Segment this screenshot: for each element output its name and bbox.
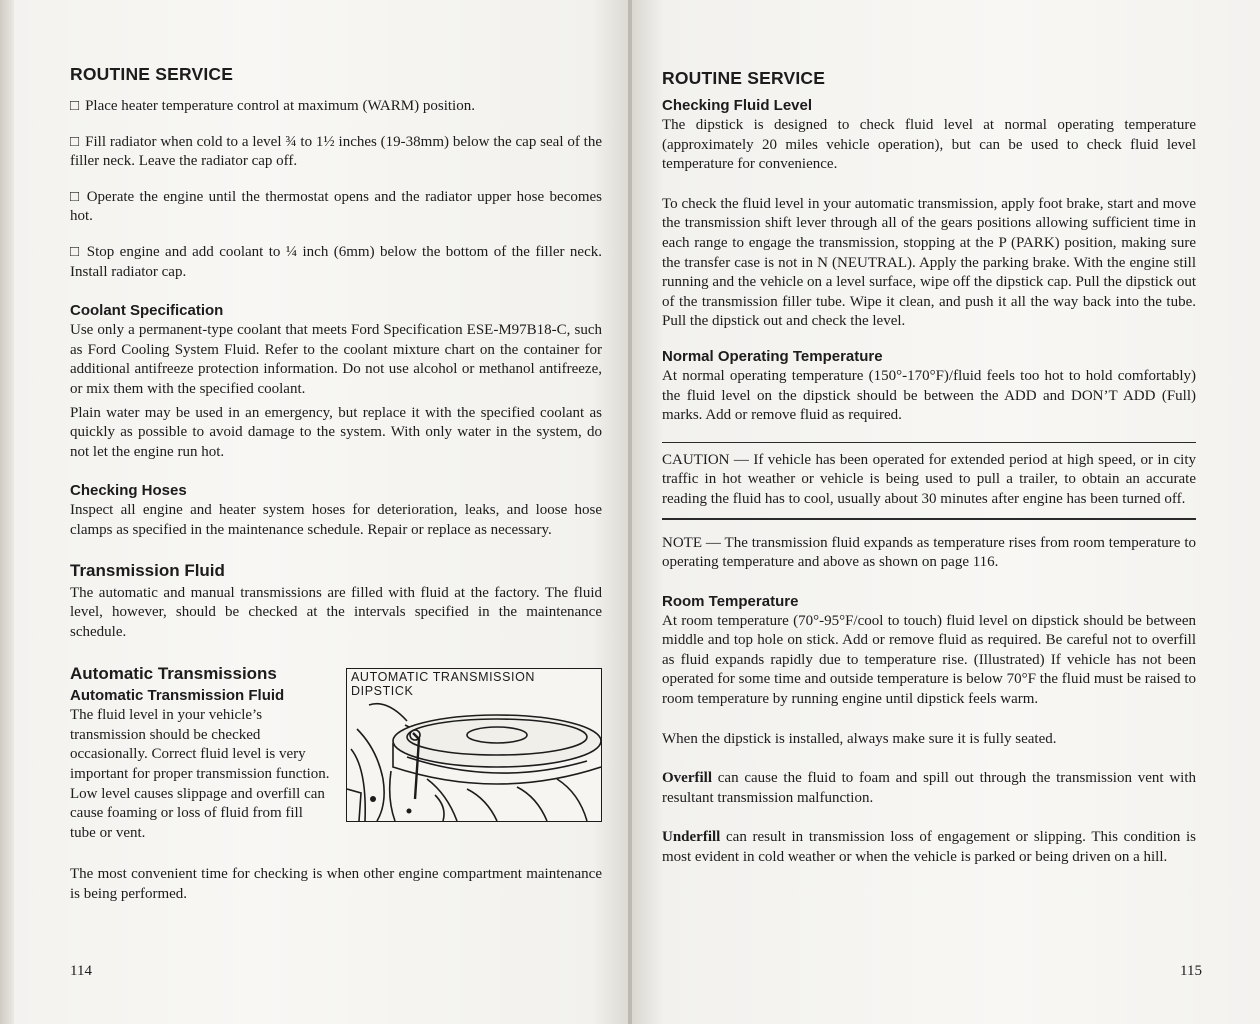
atf-text: The fluid level in your vehicle’s transmission should be checked occasionally. Correct fluid level is very important for proper transmission function. Low level causes slippage and overfill can cause foaming or loss of fluid from fill tube or vent. <box>70 707 330 841</box>
automatic-transmissions-heading: Automatic Transmissions <box>70 664 277 684</box>
checking-fluid-level-heading: Checking Fluid Level <box>662 97 813 114</box>
room-temp-heading: Room Temperature <box>662 592 799 610</box>
running-head: ROUTINE SERVICE <box>70 64 234 84</box>
right-page-content <box>662 68 1196 868</box>
normal-temp-text: At normal operating temperature (150°-170°F)/fluid feels too hot to hold comfortably) the fluid level on the dipstick should be between the ADD and DON’T ADD (Full) marks. Add or remove fluid as required. <box>662 367 1196 424</box>
room-temp-text: At room temperature (70°-95°F/cool to touch) fluid level on dipstick should be between middle and top hole on stick. Add or remove fluid as required. Be careful not to overfill as fluid expands rapidly due to temperature rise. (Illustrated) If vehicle has not been operated for some time and outside temperature is below 70°F the fluid must be raised to room temperature by running engine until dipstick feels warm. <box>662 612 1196 708</box>
coolant-spec-heading: Coolant Specification <box>70 302 224 320</box>
page-number: 114 <box>70 963 92 979</box>
atf-subheading: Automatic Transmission Fluid <box>70 687 285 705</box>
underfill-lead: Underfill <box>662 829 721 846</box>
figure-caption: AUTOMATIC TRANSMISSION DIPSTICK <box>351 670 536 699</box>
installed-text: When the dipstick is installed, always make sure it is fully seated. <box>662 730 1057 747</box>
step-heater-control: □ Place heater temperature control at maximum (WARM) position. <box>70 97 602 117</box>
auto-trans-section <box>70 664 602 843</box>
dipstick-illustration <box>346 668 602 822</box>
page-number: 115 <box>1180 963 1202 979</box>
transmission-fluid-heading: Transmission Fluid <box>70 560 225 580</box>
running-head: ROUTINE SERVICE <box>662 68 826 88</box>
caution-bottom-rule <box>662 518 1196 520</box>
overfill-lead: Overfill <box>662 770 712 787</box>
right-page <box>632 0 1260 1024</box>
normal-temp-heading: Normal Operating Temperature <box>662 347 883 365</box>
check-procedure-text: To check the fluid level in your automatic transmission, apply foot brake, start and move the transmission shift lever through all of the gears positions allowing sufficient time in each range to engage the transmission, stopping at the P (PARK) position, making sure the transfer case is not in N (NEUTRAL). Apply the parking brake. With the engine still running and the vehicle on a level surface, wipe off the dipstick cap. Pull the dipstick out of the transmission filler tube. Wipe it clean, and push it all the way back into the tube. Pull the dipstick out and check the level. <box>662 195 1196 330</box>
caution-top-rule <box>662 442 1196 443</box>
checking-fluid-level-text: The dipstick is designed to check fluid level at normal operating temperature (approximately 20 miles vehicle operation), but can be used to check fluid level temperature for convenience. <box>662 117 1196 173</box>
closing-text: The most convenient time for checking is when other engine compartment maintenance is being performed. <box>70 866 602 903</box>
underfill-body: can result in transmission loss of engagement or slipping. This condition is most evident in cold weather or when the vehicle is parked or being driven on a hill. <box>662 829 1196 866</box>
overfill-text <box>662 769 1196 808</box>
left-page-content <box>70 64 602 905</box>
coolant-water-text: Plain water may be used in an emergency, but replace it with the specified coolant as quickly as possible to avoid damage to the system. With only water in the system, do not let the engine run hot. <box>70 404 602 460</box>
note-text: NOTE — The transmission fluid expands as temperature rises from room temperature to operating temperature and above as shown on page 116. <box>662 534 1196 571</box>
transmission-fluid-text: The automatic and manual transmissions are filled with fluid at the factory. The fluid level, however, should be checked at the intervals specified in the maintenance schedule. <box>70 584 602 640</box>
step-fill-radiator: □ Fill radiator when cold to a level ¾ to 1½ inches (19-38mm) below the cap seal of the filler neck. Leave the radiator cap off. <box>70 133 602 172</box>
coolant-spec-text: Use only a permanent-type coolant that meets Ford Specification ESE-M97B18-C, such as Ford Cooling System Fluid. Refer to the coolant mixture chart on the container for additional antifreeze protection information. Do not use alcohol or methanol antifreeze, or mix them with the specified coolant. <box>70 322 602 397</box>
checking-hoses-text: Inspect all engine and heater system hoses for deterioration, leaks, and loose hose clamps as specified in the maintenance schedule. Repair or replace as necessary. <box>70 502 602 538</box>
overfill-body: can cause the fluid to foam and spill out through the transmission vent with resultant transmission malfunction. <box>662 770 1196 806</box>
underfill-text <box>662 828 1196 867</box>
page-edge <box>0 0 14 1024</box>
caution-text: CAUTION — If vehicle has been operated for extended period at high speed, or in city traffic in hot weather or vehicle is being used to pull a trailer, to obtain an accurate reading the fluid has to cool, usually about 30 minutes after engine has been turned off. <box>662 451 1196 507</box>
step-operate-engine: □ Operate the engine until the thermostat opens and the radiator upper hose becomes hot. <box>70 188 602 227</box>
step-add-coolant: □ Stop engine and add coolant to ¼ inch (6mm) below the bottom of the filler neck. Install radiator cap. <box>70 243 602 282</box>
checking-hoses-heading: Checking Hoses <box>70 482 187 500</box>
